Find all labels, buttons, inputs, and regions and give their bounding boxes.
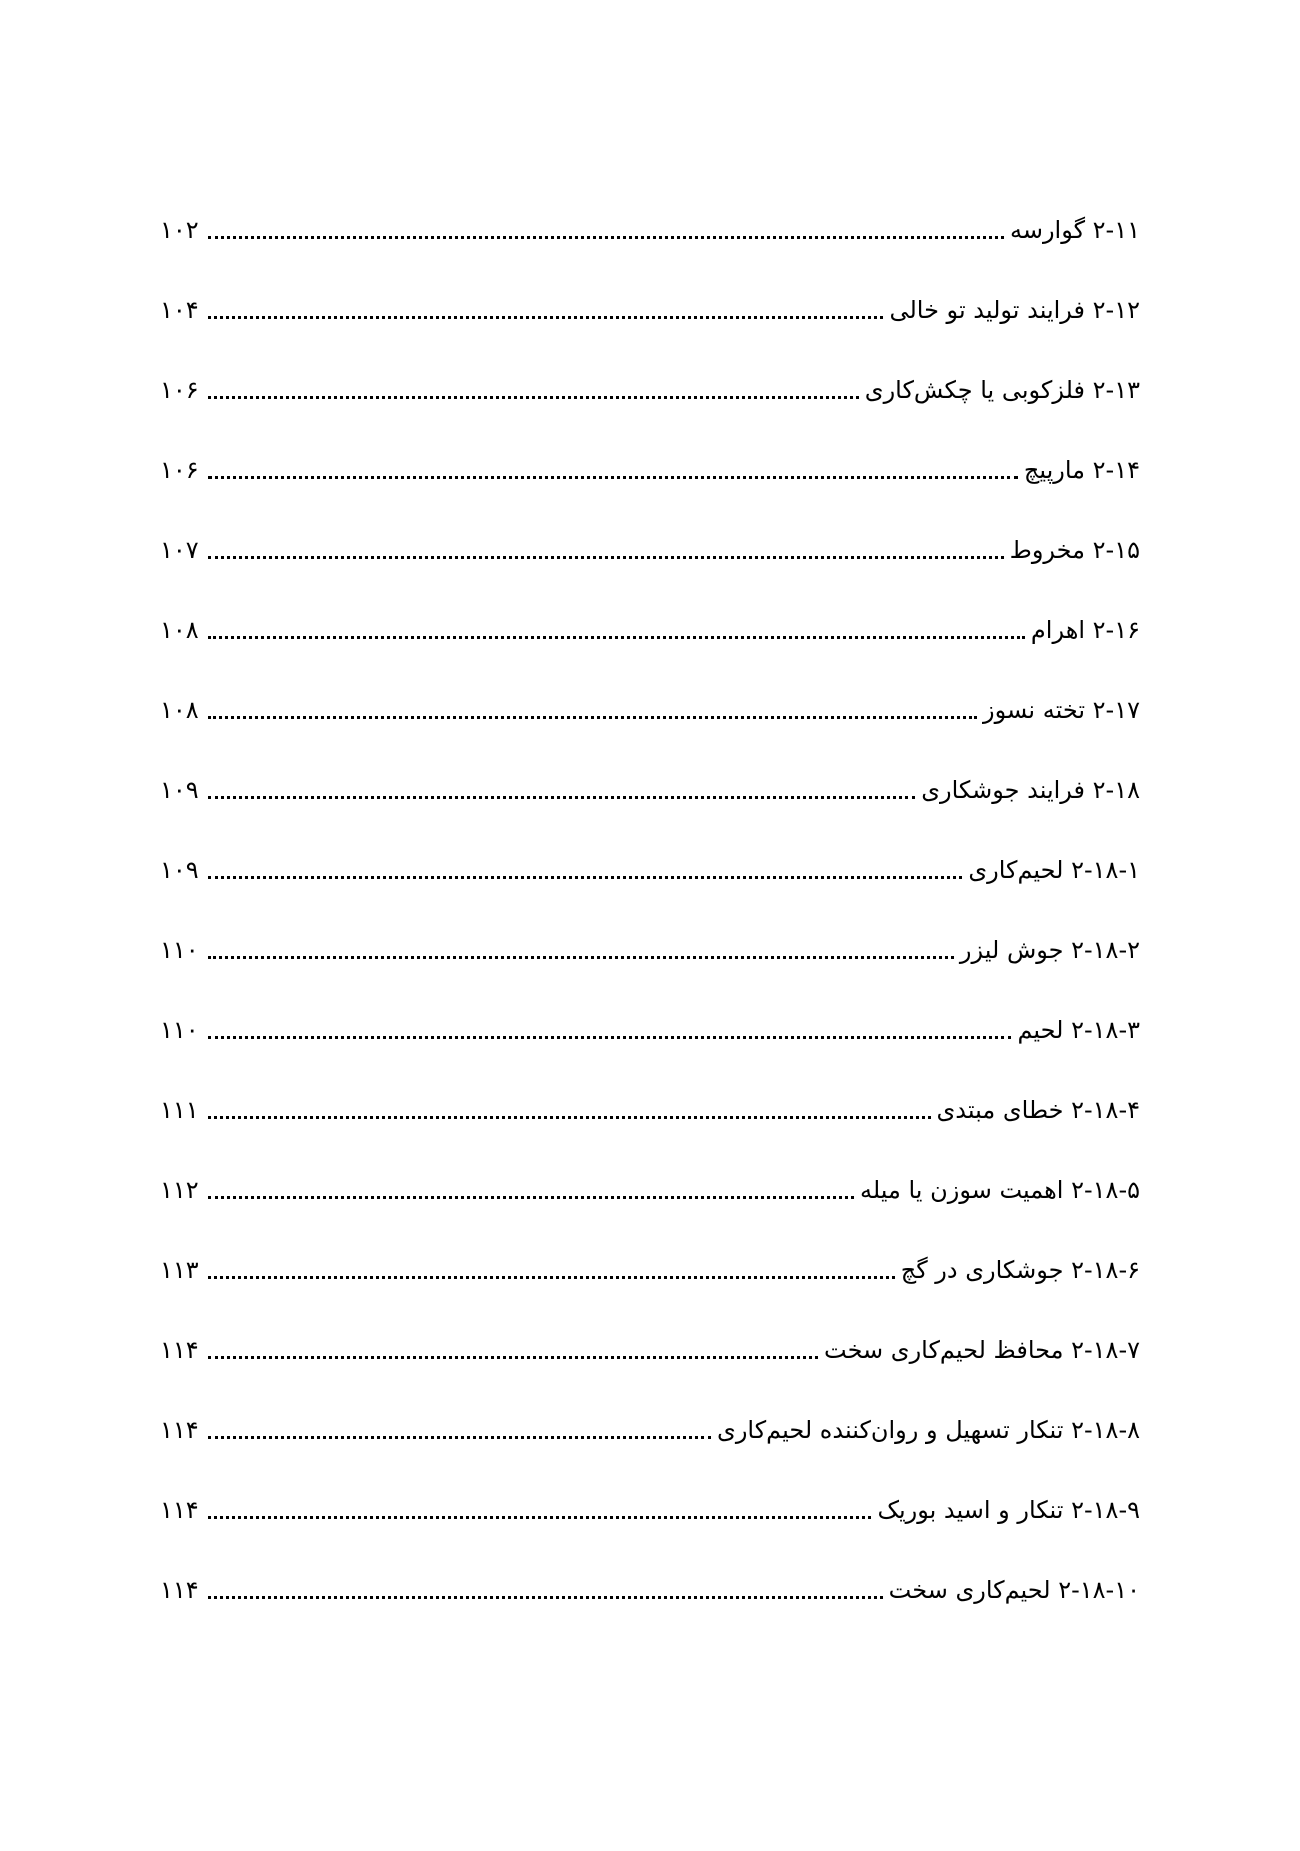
dot-leader [208, 1560, 883, 1620]
dot-leader [208, 280, 883, 340]
toc-entry-title: ۲-۱۲ فرایند تولید تو خالی [889, 296, 1140, 324]
toc-entry-title: ۲-۱۷ تخته نسوز [983, 696, 1140, 724]
toc-entry-page-number: ۱۱۲ [160, 1176, 199, 1204]
toc-entry-page-number: ۱۱۰ [160, 1016, 199, 1044]
dot-leader [208, 840, 962, 900]
toc-entry-page-number: ۱۱۱ [160, 1096, 199, 1124]
toc-entry[interactable] [160, 1320, 1140, 1400]
toc-entry[interactable] [160, 1080, 1140, 1160]
toc-entry[interactable] [160, 360, 1140, 440]
dot-leader [208, 680, 977, 740]
toc-entry-page-number: ۱۱۴ [160, 1576, 199, 1604]
toc-entry-title: ۲-۱۸-۹ تنکار و اسید بوریک [877, 1496, 1140, 1524]
toc-entry[interactable] [160, 200, 1140, 280]
toc-entry[interactable] [160, 520, 1140, 600]
dot-leader [208, 1000, 1011, 1060]
toc-entry-page-number: ۱۰۹ [160, 776, 199, 804]
toc-entry-page-number: ۱۱۰ [160, 936, 199, 964]
dot-leader [208, 520, 1004, 580]
dot-leader [208, 920, 954, 980]
toc-entry-page-number: ۱۰۸ [160, 696, 199, 724]
toc-entry-page-number: ۱۱۴ [160, 1336, 199, 1364]
dot-leader [208, 1400, 711, 1460]
toc-entry[interactable] [160, 1240, 1140, 1320]
toc-entry-title: ۲-۱۶ اهرام [1030, 616, 1140, 644]
toc-entry-title: ۲-۱۸-۸ تنکار تسهیل و روان‌کننده لحیم‌کاری [717, 1416, 1140, 1444]
toc-entry-title: ۲-۱۸-۷ محافظ لحیم‌کاری سخت [824, 1336, 1140, 1364]
dot-leader [208, 1160, 854, 1220]
toc-entry-title: ۲-۱۸-۵ اهمیت سوزن یا میله [859, 1176, 1140, 1204]
toc-entry-title: ۲-۱۴ مارپیچ [1023, 456, 1140, 484]
toc-entry[interactable] [160, 600, 1140, 680]
toc-entry-title: ۲-۱۸-۴ خطای مبتدی [936, 1096, 1140, 1124]
dot-leader [208, 360, 859, 420]
toc-entry-page-number: ۱۰۶ [160, 456, 199, 484]
toc-entry-title: ۲-۱۸-۶ جوشکاری در گچ [900, 1256, 1140, 1284]
toc-entry-page-number: ۱۰۸ [160, 616, 199, 644]
dot-leader [208, 1320, 818, 1380]
toc-entry-page-number: ۱۰۴ [160, 296, 199, 324]
toc-entry-title: ۲-۱۱ گوارسه [1009, 216, 1140, 244]
toc-entry-page-number: ۱۰۷ [160, 536, 199, 564]
toc-entry-page-number: ۱۱۴ [160, 1416, 199, 1444]
dot-leader [208, 1240, 895, 1300]
toc-entry[interactable] [160, 1560, 1140, 1640]
toc-entry-page-number: ۱۰۹ [160, 856, 199, 884]
toc-entry[interactable] [160, 440, 1140, 520]
dot-leader [208, 1480, 871, 1540]
toc-entry[interactable] [160, 920, 1140, 1000]
toc-entry[interactable] [160, 1480, 1140, 1560]
toc-entry-title: ۲-۱۸-۱۰ لحیم‌کاری سخت [888, 1576, 1140, 1604]
toc-entry[interactable] [160, 680, 1140, 760]
toc-entry-title: ۲-۱۸ فرایند جوشکاری [921, 776, 1140, 804]
toc-entry-title: ۲-۱۸-۳ لحیم [1017, 1016, 1140, 1044]
toc-entry[interactable] [160, 1400, 1140, 1480]
dot-leader [208, 440, 1018, 500]
dot-leader [208, 600, 1025, 660]
toc-entry-page-number: ۱۰۶ [160, 376, 199, 404]
toc-entry-title: ۲-۱۸-۱ لحیم‌کاری [968, 856, 1140, 884]
toc-entry[interactable] [160, 840, 1140, 920]
toc-entry-page-number: ۱۱۳ [160, 1256, 199, 1284]
toc-entry-title: ۲-۱۵ مخروط [1009, 536, 1140, 564]
toc-entry-page-number: ۱۰۲ [160, 216, 199, 244]
toc-entry-title: ۲-۱۳ فلزکوبی یا چکش‌کاری [864, 376, 1140, 404]
dot-leader [208, 760, 915, 820]
dot-leader [208, 200, 1004, 260]
dot-leader [208, 1080, 931, 1140]
toc-entry-title: ۲-۱۸-۲ جوش لیزر [959, 936, 1140, 964]
toc-entry[interactable] [160, 1000, 1140, 1080]
toc-entry[interactable] [160, 280, 1140, 360]
toc-entry[interactable] [160, 760, 1140, 840]
toc-entry[interactable] [160, 1160, 1140, 1240]
table-of-contents [160, 200, 1140, 1640]
toc-entry-page-number: ۱۱۴ [160, 1496, 199, 1524]
